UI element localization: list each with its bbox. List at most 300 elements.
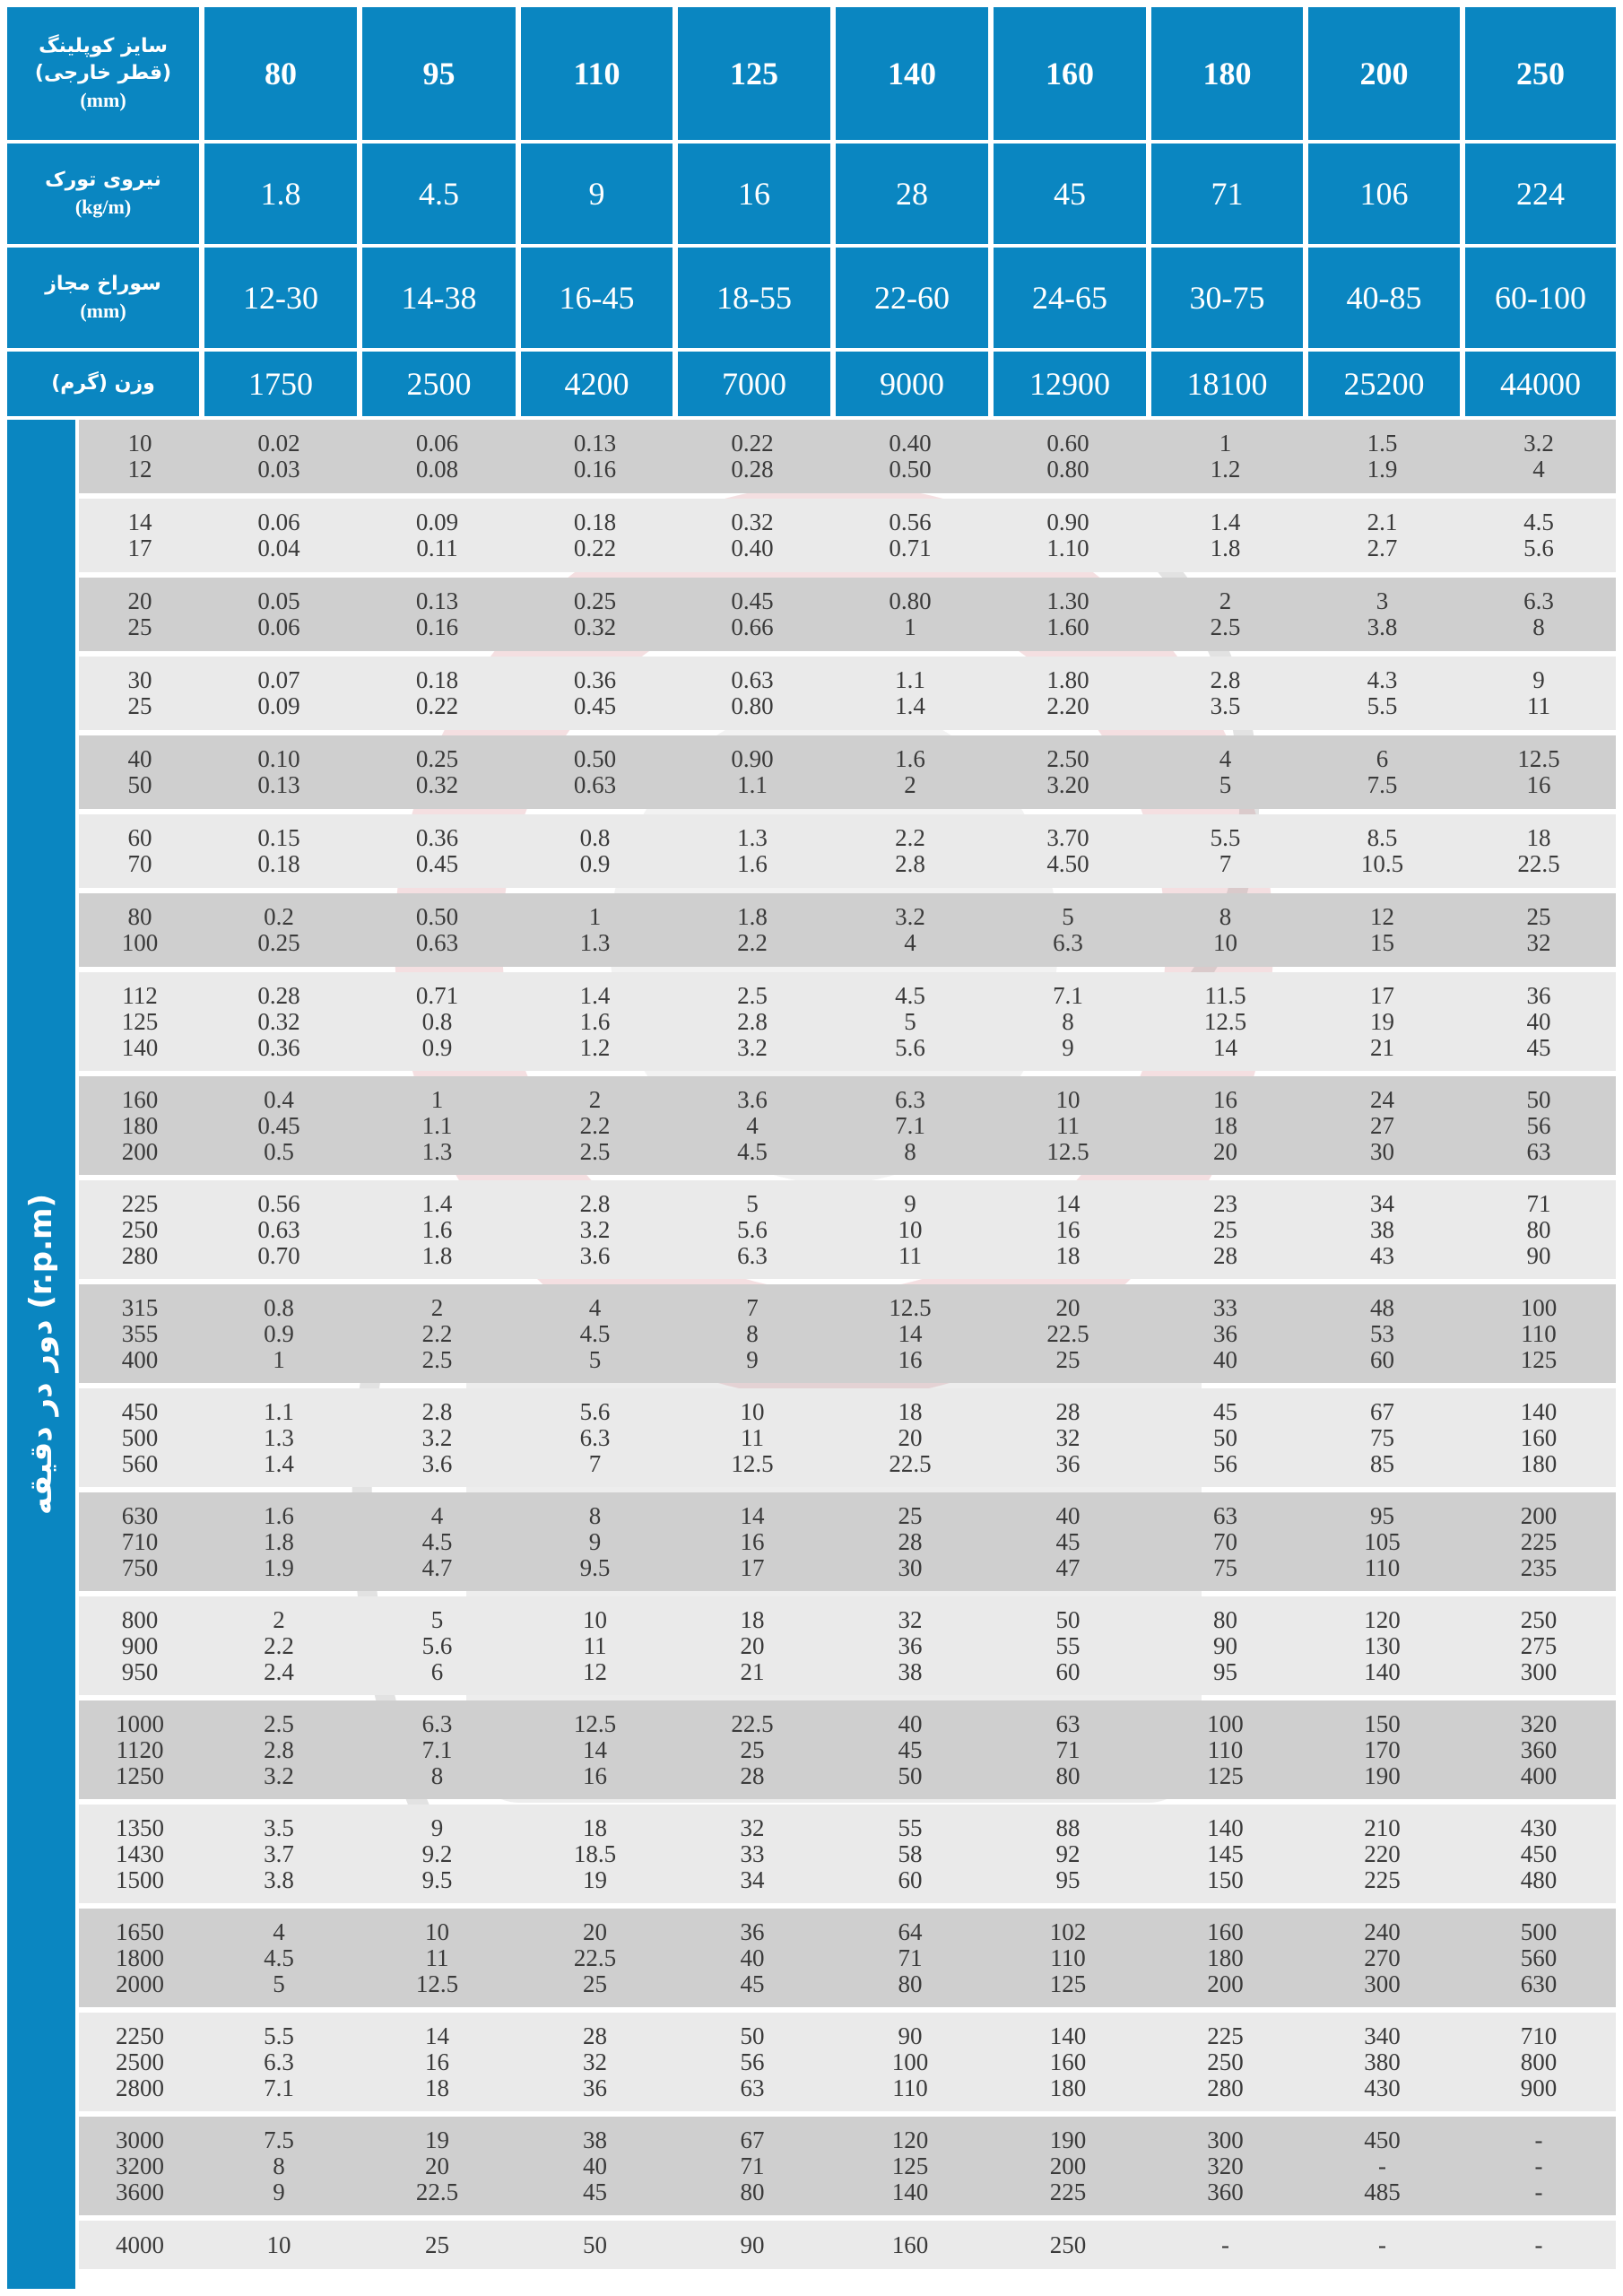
torque-cell-value: 125 [1049,1970,1087,1997]
torque-cell-value: 64 [898,1918,923,1945]
torque-cell-value: 0.50 [573,745,617,772]
torque-cell [832,814,988,888]
torque-cell [517,1700,673,1799]
torque-cell [1305,814,1460,888]
torque-cell-value: 4 [1532,456,1545,483]
weight-value-cell: 18100 [1151,352,1303,416]
torque-cell [517,657,673,730]
torque-cell [1148,499,1303,572]
torque-cell [674,1492,830,1591]
torque-cell-value: 0.70 [257,1241,300,1269]
bore-value-cell: 60-100 [1465,248,1616,348]
rpm-cell-value: 1350 [116,1813,164,1841]
rpm-cell [79,578,201,651]
bore-label-line: (mm) [80,300,126,322]
bore-value-cell: 22-60 [836,248,988,348]
rpm-cell [79,1180,201,1279]
size-label-line: سایز کوپلینگ [39,35,168,57]
torque-cell-value: 20 [425,2152,449,2179]
rpm-cell [79,814,201,888]
torque-cell-value: 30 [1370,1137,1394,1165]
torque-cell-value: 16 [1526,771,1551,798]
torque-cell [1148,1805,1303,1903]
torque-cell-value: 85 [1370,1449,1394,1477]
rpm-cell-value: 2250 [116,2022,164,2049]
torque-cell-value: 11 [1056,1111,1080,1139]
torque-cell-value: 380 [1364,2048,1401,2075]
torque-cell [201,2117,357,2215]
torque-cell-value: 40 [583,2152,607,2179]
torque-cell-value: 250 [1520,1605,1558,1633]
torque-row-label [7,144,199,244]
torque-cell-value: 8 [273,2152,285,2179]
torque-cell-value: 50 [898,1761,923,1789]
torque-cell [517,814,673,888]
torque-cell-value: 5 [1062,903,1074,930]
torque-cell-value: 9 [430,1813,444,1841]
torque-cell-value: 95 [1370,1501,1394,1529]
torque-cell-value: 4 [588,1293,602,1321]
bore-value-cell: 30-75 [1151,248,1303,348]
torque-cell-value: 9 [273,2178,285,2205]
torque-cell [201,893,357,967]
torque-cell-value: 2.2 [895,824,925,851]
torque-cell [674,499,830,572]
torque-cell [1462,420,1616,493]
torque-cell-value: 7 [588,1449,602,1477]
torque-cell-value: 150 [1207,1866,1244,1893]
torque-cell-value: 3.5 [1210,692,1241,719]
torque-cell [359,578,516,651]
torque-cell [517,1180,673,1279]
torque-cell-value: 2.2 [737,929,768,956]
torque-cell-value: 45 [583,2178,607,2205]
torque-cell [674,893,830,967]
torque-cell-value: 10 [583,1605,607,1633]
torque-cell-value: 5 [746,1189,759,1217]
torque-cell [1305,1805,1460,1903]
torque-cell-value: 150 [1364,1709,1401,1737]
torque-cell-value: 11 [741,1423,764,1451]
torque-cell-value: 1.3 [421,1137,453,1165]
torque-cell [201,499,357,572]
torque-cell-value: 6 [430,1657,444,1685]
torque-cell [517,1284,673,1383]
weight-value-cell: 4200 [521,352,673,416]
torque-cell-value: 320 [1207,2152,1244,2179]
torque-cell [517,1492,673,1591]
torque-cell-value: 80 [898,1970,923,1997]
torque-cell [201,1388,357,1487]
torque-cell [1462,2221,1616,2269]
torque-cell-value: 18 [425,2074,449,2101]
torque-cell-value: 8 [746,1319,759,1347]
torque-cell-value: 0.22 [573,535,617,561]
torque-cell-value: 17 [740,1553,765,1581]
torque-cell-value: 14 [1055,1189,1081,1217]
torque-cell-value: 4.5 [579,1319,611,1347]
torque-cell-value: 210 [1364,1813,1401,1841]
torque-value-cell: 16 [678,144,830,244]
torque-cell-value: 1.9 [1367,456,1398,483]
torque-cell [832,499,988,572]
rpm-cell-value: 250 [121,1215,159,1243]
torque-cell-value: 12.5 [1517,745,1560,772]
torque-cell-value: 0.5 [264,1137,294,1165]
torque-cell-value: 1.4 [421,1189,453,1217]
torque-cell-value: 710 [1520,2022,1558,2049]
torque-cell-value: 80 [1526,1215,1551,1243]
torque-cell-value: 0.25 [573,587,617,614]
torque-cell-value: 125 [1520,1345,1558,1373]
torque-cell [1305,1076,1460,1175]
torque-cell-value: 71 [1526,1189,1551,1217]
torque-cell [674,420,830,493]
torque-cell-value: 485 [1364,2178,1401,2205]
torque-cell-value: 110 [1207,1735,1244,1763]
torque-cell [1305,1388,1460,1487]
torque-cell-value: 1.8 [1210,535,1241,561]
torque-cell-value: 11.5 [1204,981,1246,1009]
rpm-cell-value: 1000 [116,1709,164,1737]
torque-cell-value: 27 [1370,1111,1394,1139]
rpm-cell-value: 17 [127,535,152,561]
rpm-cell [79,1076,201,1175]
torque-cell [359,735,516,809]
torque-cell-value: 10 [266,2231,291,2258]
torque-cell-value: 1.3 [264,1423,294,1451]
torque-cell-value: 300 [1520,1657,1558,1685]
torque-cell-value: 2.5 [737,981,768,1009]
rpm-cell-value: 2000 [116,1970,164,1997]
torque-cell-value: 22.5 [415,2178,459,2205]
torque-cell-value: 75 [1370,1423,1394,1451]
torque-cell-value: 7.5 [264,2126,294,2153]
torque-cell-value: 58 [898,1839,923,1867]
rpm-cell-value: 25 [127,692,152,719]
torque-cell-value: 6.3 [264,2048,294,2075]
torque-cell-value: 40 [1213,1345,1237,1373]
torque-cell-value: 45 [1526,1033,1551,1061]
torque-cell-value: 170 [1364,1735,1401,1763]
rpm-cell-value: 630 [121,1501,159,1529]
torque-cell [832,1284,988,1383]
rpm-cell-value: 4000 [116,2231,164,2258]
torque-cell [674,1805,830,1903]
torque-cell-value: 10 [1055,1085,1081,1113]
torque-cell-value: 2.1 [1367,509,1398,535]
weight-value-cell: 1750 [204,352,357,416]
torque-cell-value: 225 [1520,1527,1558,1555]
torque-cell-value: 25 [425,2231,449,2258]
torque-cell-value: 22.5 [889,1449,932,1477]
torque-cell-value: 130 [1364,1631,1401,1659]
torque-cell-value: 80 [1055,1761,1081,1789]
torque-cell-value: 0.15 [257,824,300,851]
torque-cell-value: 63 [1213,1501,1237,1529]
torque-cell-value: - [1534,2126,1543,2153]
rpm-cell [79,1596,201,1695]
torque-cell-value: 225 [1049,2178,1087,2205]
torque-cell-value: 80 [740,2178,765,2205]
torque-cell-value: 0.25 [415,745,459,772]
rpm-cell [79,1700,201,1799]
torque-cell-value: - [1378,2152,1386,2179]
torque-cell [1148,1180,1303,1279]
torque-cell-value: 1.3 [737,824,768,851]
torque-cell [517,420,673,493]
rpm-cell [79,1805,201,1903]
torque-cell-value: 32 [1526,929,1551,956]
torque-cell-value: 33 [740,1839,765,1867]
torque-cell-value: 3.70 [1046,824,1089,851]
torque-cell [674,972,830,1071]
torque-cell-value: 225 [1364,1866,1401,1893]
torque-cell-value: 630 [1520,1970,1558,1997]
torque-cell-value: 95 [1213,1657,1237,1685]
torque-cell-value: 25 [1526,903,1551,930]
torque-cell-value: 160 [1049,2048,1087,2075]
torque-cell [674,657,830,730]
torque-cell [1305,420,1460,493]
torque-cell-value: 8 [1062,1007,1074,1035]
torque-cell-value: 2.7 [1367,535,1398,561]
rpm-cell-value: 14 [127,509,152,535]
rpm-cell-value: 10 [127,430,152,457]
rpm-cell-value: 100 [121,929,159,956]
size-value-cell: 200 [1308,7,1460,140]
torque-cell [990,1076,1146,1175]
torque-cell-value: 2 [430,1293,444,1321]
torque-cell-value: 90 [898,2022,923,2049]
torque-cell-value: 0.50 [415,903,459,930]
torque-cell-value: 0.56 [889,509,932,535]
torque-cell-value: 12.5 [415,1970,459,1997]
torque-cell-value: 55 [1055,1631,1081,1659]
torque-cell-value: 200 [1520,1501,1558,1529]
torque-cell-value: 0.4 [264,1085,294,1113]
torque-cell [359,893,516,967]
torque-cell [1462,2013,1616,2111]
torque-cell [832,1805,988,1903]
size-value-cell: 180 [1151,7,1303,140]
torque-cell [359,2117,516,2215]
torque-cell-value: 2.8 [579,1189,611,1217]
torque-cell [517,499,673,572]
weight-row-label [7,352,199,416]
torque-cell-value: 50 [1213,1423,1237,1451]
torque-cell-value: 110 [1050,1944,1086,1971]
torque-cell-value: 8 [1219,903,1232,930]
torque-cell-value: 36 [1055,1449,1081,1477]
torque-label-line: نیروی تورک [45,169,161,191]
torque-cell [1305,578,1460,651]
size-value-cell: 140 [836,7,988,140]
torque-cell-value: 6.3 [579,1423,611,1451]
torque-cell-value: 2.5 [579,1137,611,1165]
torque-cell-value: 7.1 [421,1735,453,1763]
torque-cell-value: 1.3 [579,929,611,956]
torque-cell-value: 300 [1207,2126,1244,2153]
torque-cell-value: 56 [1213,1449,1237,1477]
torque-cell [1148,972,1303,1071]
torque-cell-value: 200 [1049,2152,1087,2179]
torque-cell-value: 67 [740,2126,765,2153]
torque-cell-value: 18 [1055,1241,1081,1269]
torque-cell-value: 4 [273,1918,285,1945]
rpm-cell [79,1492,201,1591]
torque-cell-value: 20 [1213,1137,1237,1165]
torque-cell [990,1805,1146,1903]
torque-cell-value: 19 [1370,1007,1394,1035]
torque-cell-value: 90 [740,2231,765,2258]
torque-cell [674,2117,830,2215]
torque-cell-value: - [1221,2231,1229,2258]
bore-row-label [7,248,199,348]
torque-cell-value: 0.08 [415,456,459,483]
torque-cell-value: 56 [1526,1111,1551,1139]
torque-cell-value: 63 [1055,1709,1081,1737]
torque-cell-value: 0.07 [257,666,300,693]
size-value-cell: 110 [521,7,673,140]
torque-cell-value: 0.25 [257,929,300,956]
torque-cell-value: 0.16 [415,613,459,640]
torque-cell [1305,1492,1460,1591]
torque-cell-value: 11 [583,1631,607,1659]
torque-cell-value: 19 [583,1866,607,1893]
torque-cell-value: 4 [430,1501,444,1529]
torque-cell [1148,1388,1303,1487]
torque-cell [1148,1909,1303,2007]
torque-cell-value: 0.05 [257,587,300,614]
torque-cell-value: 1 [430,1085,444,1113]
torque-cell-value: 4.3 [1367,666,1398,693]
torque-cell-value: 0.36 [573,666,617,693]
torque-cell-value: 2.20 [1046,692,1089,719]
torque-cell-value: 12 [583,1657,607,1685]
torque-cell [674,814,830,888]
torque-cell [832,972,988,1071]
torque-cell-value: 16 [583,1761,607,1789]
torque-cell-value: 0.32 [257,1007,300,1035]
torque-cell-value: 28 [898,1527,923,1555]
torque-cell [1462,893,1616,967]
torque-cell-value: 3.2 [264,1761,294,1789]
torque-cell-value: 110 [1521,1319,1557,1347]
torque-cell [359,972,516,1071]
torque-cell-value: 21 [740,1657,765,1685]
torque-cell [517,578,673,651]
torque-cell [517,893,673,967]
torque-cell [1305,1596,1460,1695]
torque-cell-value: 22.5 [1517,850,1560,877]
torque-cell-value: 30 [898,1553,923,1581]
torque-cell [990,972,1146,1071]
torque-cell-value: 5 [273,1970,285,1997]
torque-cell-value: 18 [1213,1111,1237,1139]
rpm-cell-value: 1430 [116,1839,164,1867]
torque-cell [1148,735,1303,809]
torque-cell-value: 5.6 [579,1397,611,1425]
torque-cell-value: 4 [746,1111,759,1139]
torque-cell [990,893,1146,967]
torque-cell [990,1909,1146,2007]
torque-cell-value: 3 [1376,587,1389,614]
torque-cell-value: 32 [740,1813,765,1841]
torque-cell [832,657,988,730]
torque-cell-value: 3.6 [421,1449,453,1477]
torque-cell-value: 5.5 [1210,824,1241,851]
torque-cell [201,1909,357,2007]
rpm-cell-value: 125 [121,1007,159,1035]
torque-cell [832,1492,988,1591]
torque-cell-value: 10 [740,1397,765,1425]
torque-cell-value: 34 [1370,1189,1394,1217]
torque-cell-value: 36 [1526,981,1551,1009]
torque-cell-value: 9.2 [421,1839,453,1867]
torque-cell-value: 1 [588,903,602,930]
torque-cell-value: 18 [583,1813,607,1841]
torque-cell-value: 125 [891,2152,929,2179]
torque-cell-value: 270 [1364,1944,1401,1971]
torque-cell-value: 5 [430,1605,444,1633]
torque-cell-value: 430 [1364,2074,1401,2101]
rpm-cell [79,2221,201,2269]
torque-cell-value: 23 [1213,1189,1237,1217]
rpm-cell-value: 12 [127,456,152,483]
rpm-cell-value: 500 [121,1423,159,1451]
torque-cell-value: 0.8 [579,824,611,851]
torque-cell [1148,657,1303,730]
torque-cell-value: 0.18 [573,509,617,535]
rpm-cell-value: 560 [121,1449,159,1477]
torque-value-cell: 28 [836,144,988,244]
torque-cell [201,735,357,809]
torque-cell-value: 0.63 [731,666,774,693]
torque-cell-value: 70 [1213,1527,1237,1555]
torque-cell-value: 0.28 [257,981,300,1009]
torque-cell-value: 1.4 [264,1449,294,1477]
torque-cell-value: 200 [1207,1970,1244,1997]
torque-cell-value: 1.6 [264,1501,294,1529]
torque-cell [674,735,830,809]
torque-cell [832,1076,988,1175]
torque-value-cell: 9 [521,144,673,244]
torque-cell [517,735,673,809]
torque-cell-value: 43 [1370,1241,1394,1269]
torque-cell [832,893,988,967]
torque-cell-value: 900 [1520,2074,1558,2101]
torque-cell-value: 25 [1213,1215,1237,1243]
torque-cell [1462,1180,1616,1279]
torque-cell-value: 21 [1370,1033,1394,1061]
torque-cell [359,1388,516,1487]
torque-cell-value: 2.5 [421,1345,453,1373]
rpm-side-header [7,420,75,2289]
torque-cell-value: 110 [892,2074,928,2101]
torque-cell [359,1492,516,1591]
torque-cell-value: 0.45 [731,587,774,614]
torque-cell [990,814,1146,888]
torque-cell [674,2221,830,2269]
torque-cell [1462,657,1616,730]
torque-cell-value: 1.4 [895,692,925,719]
torque-cell [1305,1909,1460,2007]
torque-cell-value: 60 [898,1866,923,1893]
torque-cell-value: 0.80 [731,692,774,719]
torque-cell [517,1805,673,1903]
torque-cell-value: 0.45 [415,850,459,877]
